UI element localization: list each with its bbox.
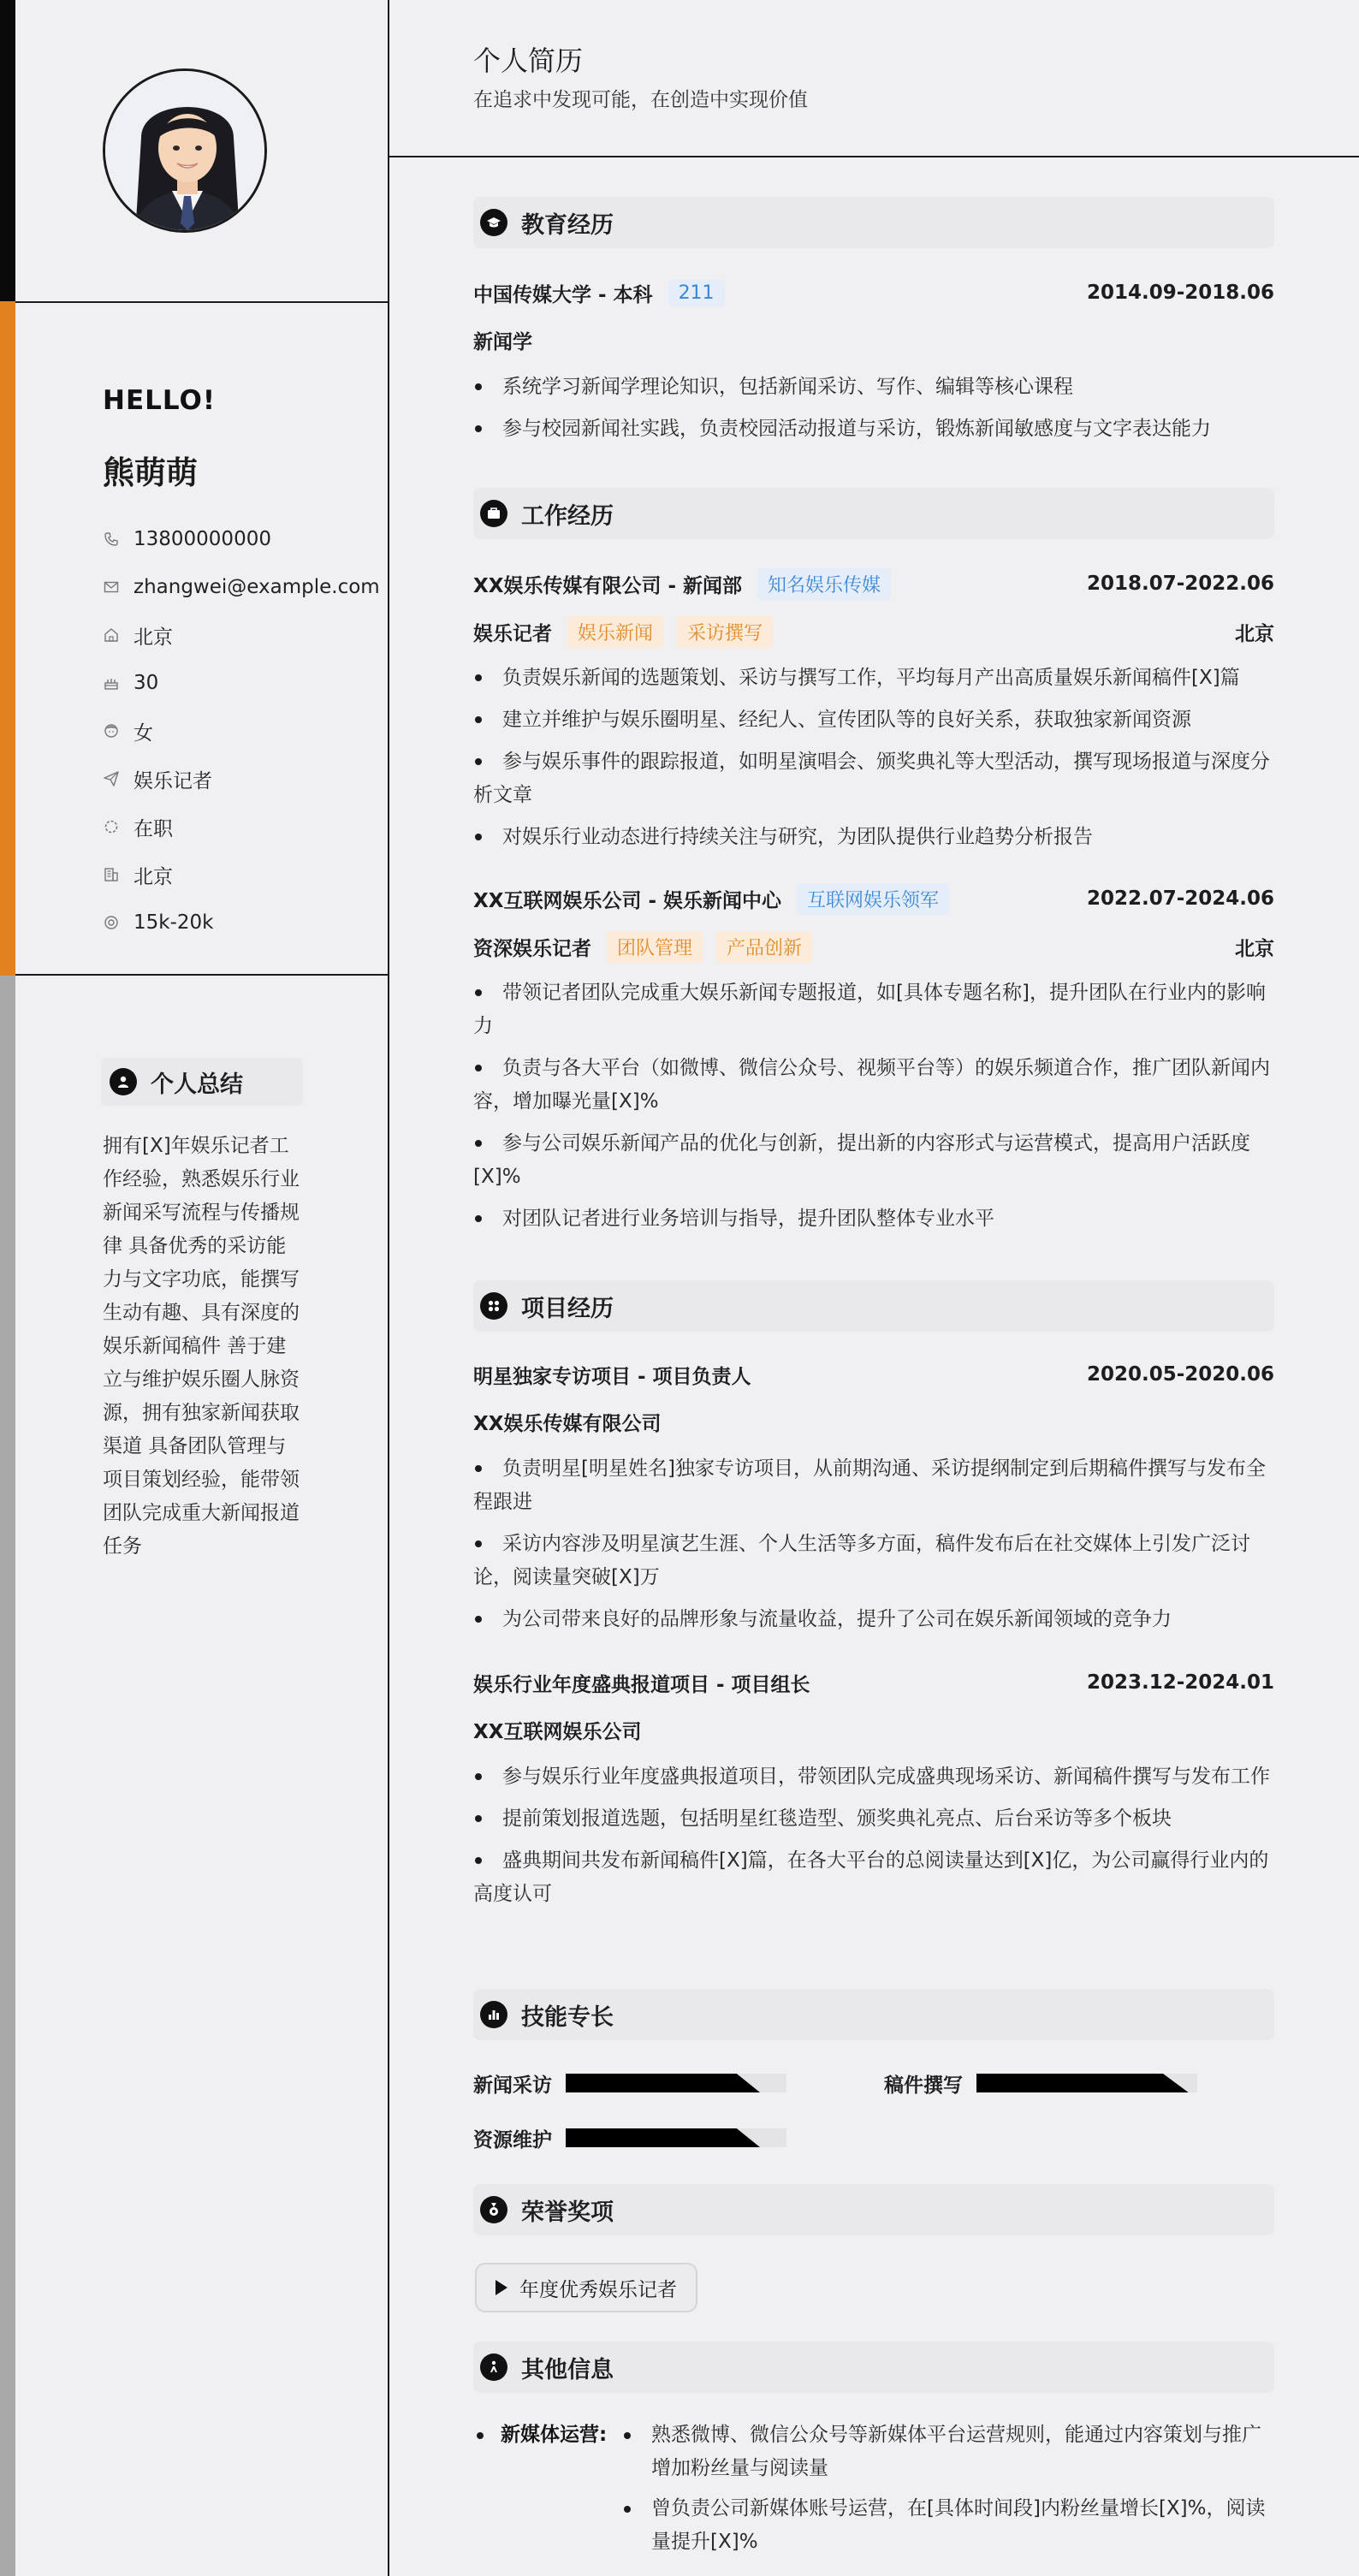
bullet-dot [477,2432,484,2439]
list-item: 参与校园新闻社实践，负责校园活动报道与采访，锻炼新闻敏感度与文字表达能力 [473,413,1274,446]
info-home: 北京 [103,611,380,659]
project-2-org-row [473,1712,1274,1747]
list-item: 对团队记者进行业务培训与指导，提升团队整体专业水平 [473,1202,1274,1236]
hello-heading: HELLO! [103,385,217,416]
avatar-portrait-icon [105,71,267,233]
list-item: 对娱乐行业动态进行持续关注与研究，为团队提供行业趋势分析报告 [473,821,1274,854]
skill-row [884,2066,1197,2100]
info-city: 北京 [103,851,380,899]
job-role: 娱乐记者 [473,622,552,645]
list-item: 负责与各大平台（如微博、微信公众号、视频平台等）的娱乐频道合作，推广团队新闻内容，增加曝光量[X]% [473,1052,1274,1119]
job-date: 2022.07-2024.06 [1086,887,1274,910]
education-date: 2014.09-2018.06 [1086,282,1274,304]
school-tag: 211 [668,280,725,306]
status-icon [103,818,120,835]
project-1-title-row [473,1357,1274,1392]
company-name: XX娱乐传媒有限公司 - 新闻部 [473,574,743,597]
project-1-org-row [473,1404,1274,1439]
header-rule [389,156,1359,157]
page-subtitle: 在追求中发现可能，在创造中实现价值 [473,89,808,111]
list-item: 为公司带来良好的品牌形象与流量收益，提升了公司在娱乐新闻领域的竞争力 [473,1603,1274,1636]
stripe-gray [0,976,15,2576]
cake-icon [103,674,120,691]
summary-text: 拥有[X]年娱乐记者工作经验，熟悉娱乐行业新闻采写流程与传播规律 具备优秀的采访能力与文字功底，能撰写生动有趣、具有深度的娱乐新闻稿件 善于建立与维护娱乐圈人脉资源，拥有独家新闻获取渠道 具备团队管理与项目策划经验，能带领团队完成重大新闻报道任务 [103,1135,300,1558]
role-tag: 团队管理 [607,931,703,963]
skill-bar [566,2074,786,2092]
award-label: 年度优秀娱乐记者 [519,2278,677,2301]
stripe-orange [0,301,15,976]
company-tag: 互联网娱乐领军 [797,883,949,915]
sidebar-rule-top [15,301,389,303]
job-2-company-row [473,881,1274,916]
coin-icon [103,914,120,931]
list-item: 盛典期间共发布新闻稿件[X]篇，在各大平台的总阅读量达到[X]亿，为公司赢得行业内的高度认可 [473,1844,1274,1911]
sidebar-rule-bottom [15,974,389,976]
briefcase-icon [480,500,507,527]
school-name: 中国传媒大学 - 本科 [473,283,653,306]
skill-fill [976,2074,1189,2092]
company-name: XX互联网娱乐公司 - 娱乐新闻中心 [473,889,782,912]
building-icon [103,866,120,883]
grid-icon [480,1292,507,1320]
list-item: 负责明星[明星姓名]独家专访项目，从前期沟通、采访提纲制定到后期稿件撰写与发布全程跟进 [473,1452,1274,1519]
person-name: 熊萌萌 [103,454,198,491]
project-name: 娱乐行业年度盛典报道项目 - 项目组长 [473,1673,810,1696]
project-1-bullets [473,1452,1274,1645]
job-role: 资深娱乐记者 [473,937,591,960]
skill-name: 稿件撰写 [884,2074,963,2097]
skill-fill [566,2074,760,2092]
major: 新闻学 [473,330,532,353]
project-org: XX娱乐传媒有限公司 [473,1412,662,1435]
other-heading: 其他信息 [473,2342,1274,2393]
projects-heading: 项目经历 [473,1280,1274,1332]
education-school-row [473,276,1274,310]
skill-fill [566,2128,760,2147]
role-tag: 产品创新 [716,931,812,963]
info-job: 娱乐记者 [103,755,380,803]
skill-row [473,2066,786,2100]
info-status: 在职 [103,803,380,851]
list-item: 曾负责公司新媒体账号运营，在[具体时间段]内粉丝量增长[X]%，阅读量提升[X]% [651,2497,1266,2553]
play-triangle-icon [496,2280,507,2295]
list-item: 采访内容涉及明星演艺生涯、个人生活等多方面，稿件发布后在社交媒体上引发广泛讨论，阅读量突破[X]万 [473,1528,1274,1594]
role-tag: 娱乐新闻 [567,616,663,648]
job-1-bullets [473,662,1274,863]
job-1-company-row [473,567,1274,601]
list-item: 带领记者团队完成重大娱乐新闻专题报道，如[具体专题名称]，提升团队在行业内的影响力 [473,976,1274,1043]
contact-info-list [103,515,380,947]
info-age: 30 [103,659,380,707]
company-tag: 知名娱乐传媒 [757,568,891,600]
job-city: 北京 [1235,937,1274,960]
project-2-title-row [473,1665,1274,1700]
skills-heading: 技能专长 [473,1989,1274,2040]
skill-name: 资源维护 [473,2128,552,2152]
summary-heading: 个人总结 [101,1058,303,1106]
project-date: 2020.05-2020.06 [1086,1363,1274,1386]
project-date: 2023.12-2024.01 [1086,1671,1274,1694]
gender-icon [103,722,120,739]
skill-bar [976,2074,1197,2092]
home-icon [103,626,120,644]
list-item: 熟悉微博、微信公众号等新媒体平台运营规则，能通过内容策划与推广增加粉丝量与阅读量 [651,2424,1261,2479]
mail-icon [103,579,120,596]
list-item: 建立并维护与娱乐圈明星、经纪人、宣传团队等的良好关系，获取独家新闻资源 [473,703,1274,737]
education-heading: 教育经历 [473,197,1274,248]
medal-icon [480,2196,507,2223]
info-gender: 女 [103,707,380,755]
job-1-role-row [473,614,1274,649]
skill-name: 新闻采访 [473,2074,552,2097]
project-name: 明星独家专访项目 - 项目负责人 [473,1365,751,1388]
skill-row [473,2121,786,2155]
send-icon [103,770,120,787]
list-item: 提前策划报道选题，包括明星红毯造型、颁奖典礼亮点、后台采访等多个板块 [473,1802,1274,1836]
avatar [103,68,267,233]
work-heading: 工作经历 [473,488,1274,539]
stripe-black [0,0,15,301]
education-bullets [473,371,1274,454]
job-2-role-row [473,929,1274,964]
awards-heading: 荣誉奖项 [473,2184,1274,2235]
phone-icon [103,531,120,548]
list-item: 参与公司娱乐新闻产品的优化与创新，提出新的内容形式与运营模式，提高用户活跃度[X]% [473,1127,1274,1194]
role-tag: 采访撰写 [677,616,773,648]
education-major-row [473,323,1274,357]
job-city: 北京 [1235,622,1274,645]
info-salary: 15k-20k [103,899,380,947]
project-2-bullets [473,1760,1274,1920]
list-item: 系统学习新闻学理论知识，包括新闻采访、写作、编辑等核心课程 [473,371,1274,404]
info-email: zhangwei@example.com [103,563,380,611]
other-label: 新媒体运营: [501,2424,608,2446]
bar-chart-icon [480,2001,507,2028]
info-phone: 13800000000 [103,515,380,563]
project-org: XX互联网娱乐公司 [473,1720,642,1743]
job-date: 2018.07-2022.06 [1086,573,1274,595]
graduation-cap-icon [480,209,507,236]
list-item: 参与娱乐行业年度盛典报道项目，带领团队完成盛典现场采访、新闻稿件撰写与发布工作 [473,1760,1274,1794]
award-item[interactable] [475,2263,697,2312]
page-title: 个人简历 [473,45,584,77]
sidebar-divider [388,0,389,2576]
list-item: 负责娱乐新闻的选题策划、采访与撰写工作，平均每月产出高质量娱乐新闻稿件[X]篇 [473,662,1274,695]
skill-bar [566,2128,786,2147]
person-walk-icon [480,2353,507,2381]
job-2-bullets [473,976,1274,1244]
user-circle-icon [110,1068,137,1095]
list-item: 参与娱乐事件的跟踪报道，如明星演唱会、颁奖典礼等大型活动，撰写现场报道与深度分析文章 [473,745,1274,812]
